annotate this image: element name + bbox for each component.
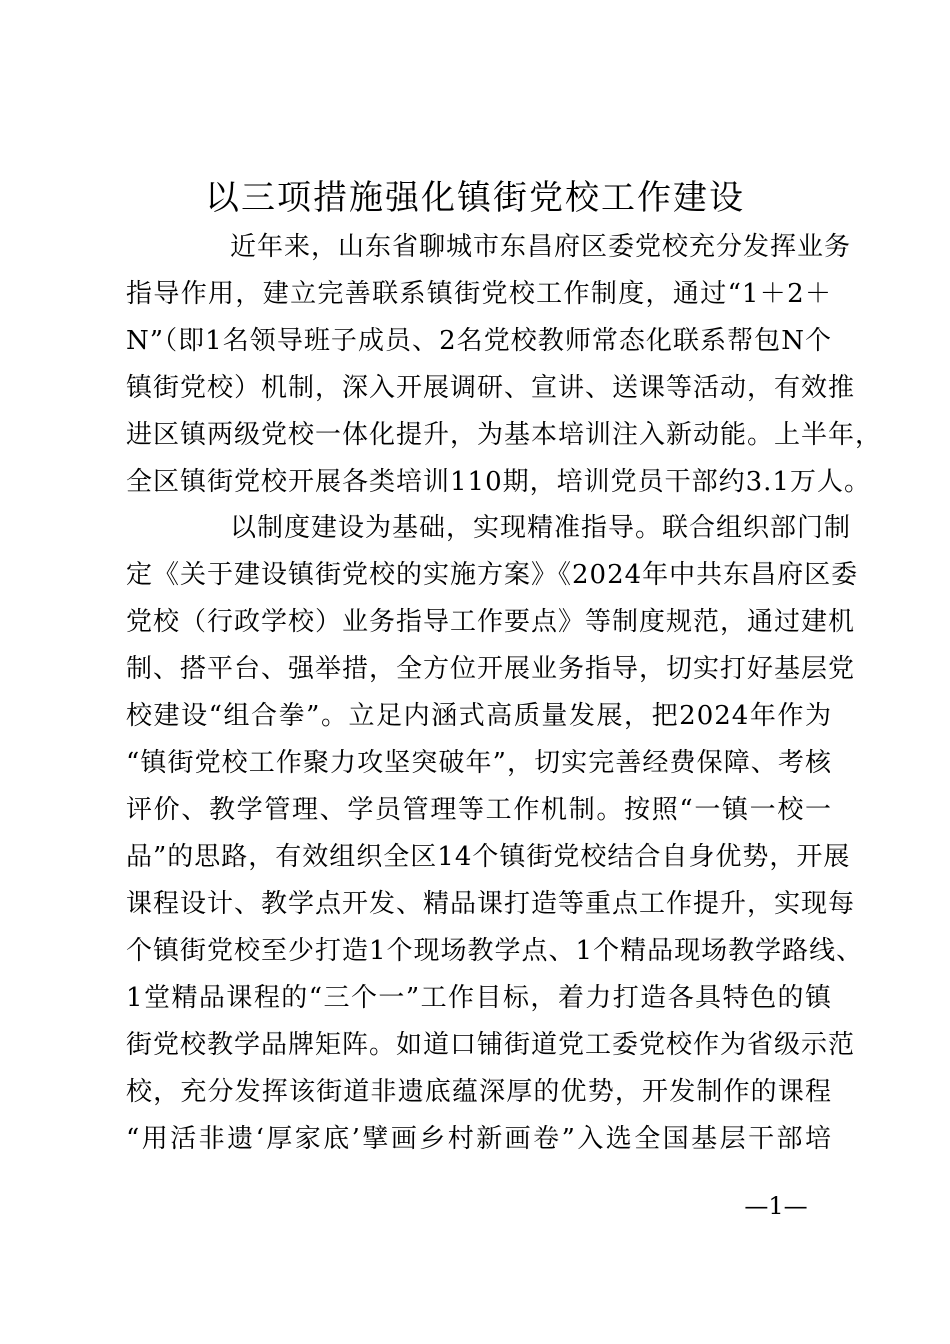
text-line: 镇街党校）机制，深入开展调研、宣讲、送课等活动，有效推 xyxy=(126,373,856,403)
text-line: “用活非遗‘厚家底’擘画乡村新画卷”入选全国基层干部培 xyxy=(126,1124,832,1154)
text-line: 党校（行政学校）业务指导工作要点》等制度规范，通过建机 xyxy=(126,607,856,637)
text-line: 以制度建设为基础，实现精准指导。联合组织部门制 xyxy=(230,513,852,543)
text-line: 全区镇街党校开展各类培训110期，培训党员干部约3.1万人。 xyxy=(126,467,871,497)
text-line: 定《关于建设镇街党校的实施方案》《2024年中共东昌府区委 xyxy=(126,560,859,590)
text-line: 街党校教学品牌矩阵。如道口铺街道党工委党校作为省级示范 xyxy=(126,1030,856,1060)
text-line: “镇街党校工作聚力攻坚突破年”，切实完善经费保障、考核 xyxy=(126,748,832,778)
text-line: 制、搭平台、强举措，全方位开展业务指导，切实打好基层党 xyxy=(126,654,856,684)
text-line: 1堂精品课程的“三个一”工作目标，着力打造各具特色的镇 xyxy=(126,983,832,1013)
page-number: —1— xyxy=(744,1192,808,1220)
text-line: 个镇街党校至少打造1个现场教学点、1个精品现场教学路线、 xyxy=(126,936,864,966)
text-line: 近年来，山东省聊城市东昌府区委党校充分发挥业务 xyxy=(230,232,852,262)
text-line: 校，充分发挥该街道非遗底蕴深厚的优势，开发制作的课程 xyxy=(126,1077,832,1107)
text-line: 品”的思路，有效组织全区14个镇街党校结合自身优势，开展 xyxy=(126,842,851,872)
text-line: 指导作用，建立完善联系镇街党校工作制度，通过“1＋2＋ xyxy=(126,279,832,309)
paragraph-2 xyxy=(126,505,864,1163)
document-title: 以三项措施强化镇街党校工作建设 xyxy=(205,178,745,218)
text-line: N”（即1名领导班子成员、2名党校教师常态化联系帮包N个 xyxy=(126,326,832,356)
text-line: 校建设“组合拳”。立足内涵式高质量发展，把2024年作为 xyxy=(126,701,832,731)
text-line: 评价、教学管理、学员管理等工作机制。按照“一镇一校一 xyxy=(126,795,832,825)
paragraph-1 xyxy=(126,224,883,506)
text-line: 课程设计、教学点开发、精品课打造等重点工作提升，实现每 xyxy=(126,889,856,919)
text-line: 进区镇两级党校一体化提升，为基本培训注入新动能。上半年， xyxy=(126,420,883,450)
